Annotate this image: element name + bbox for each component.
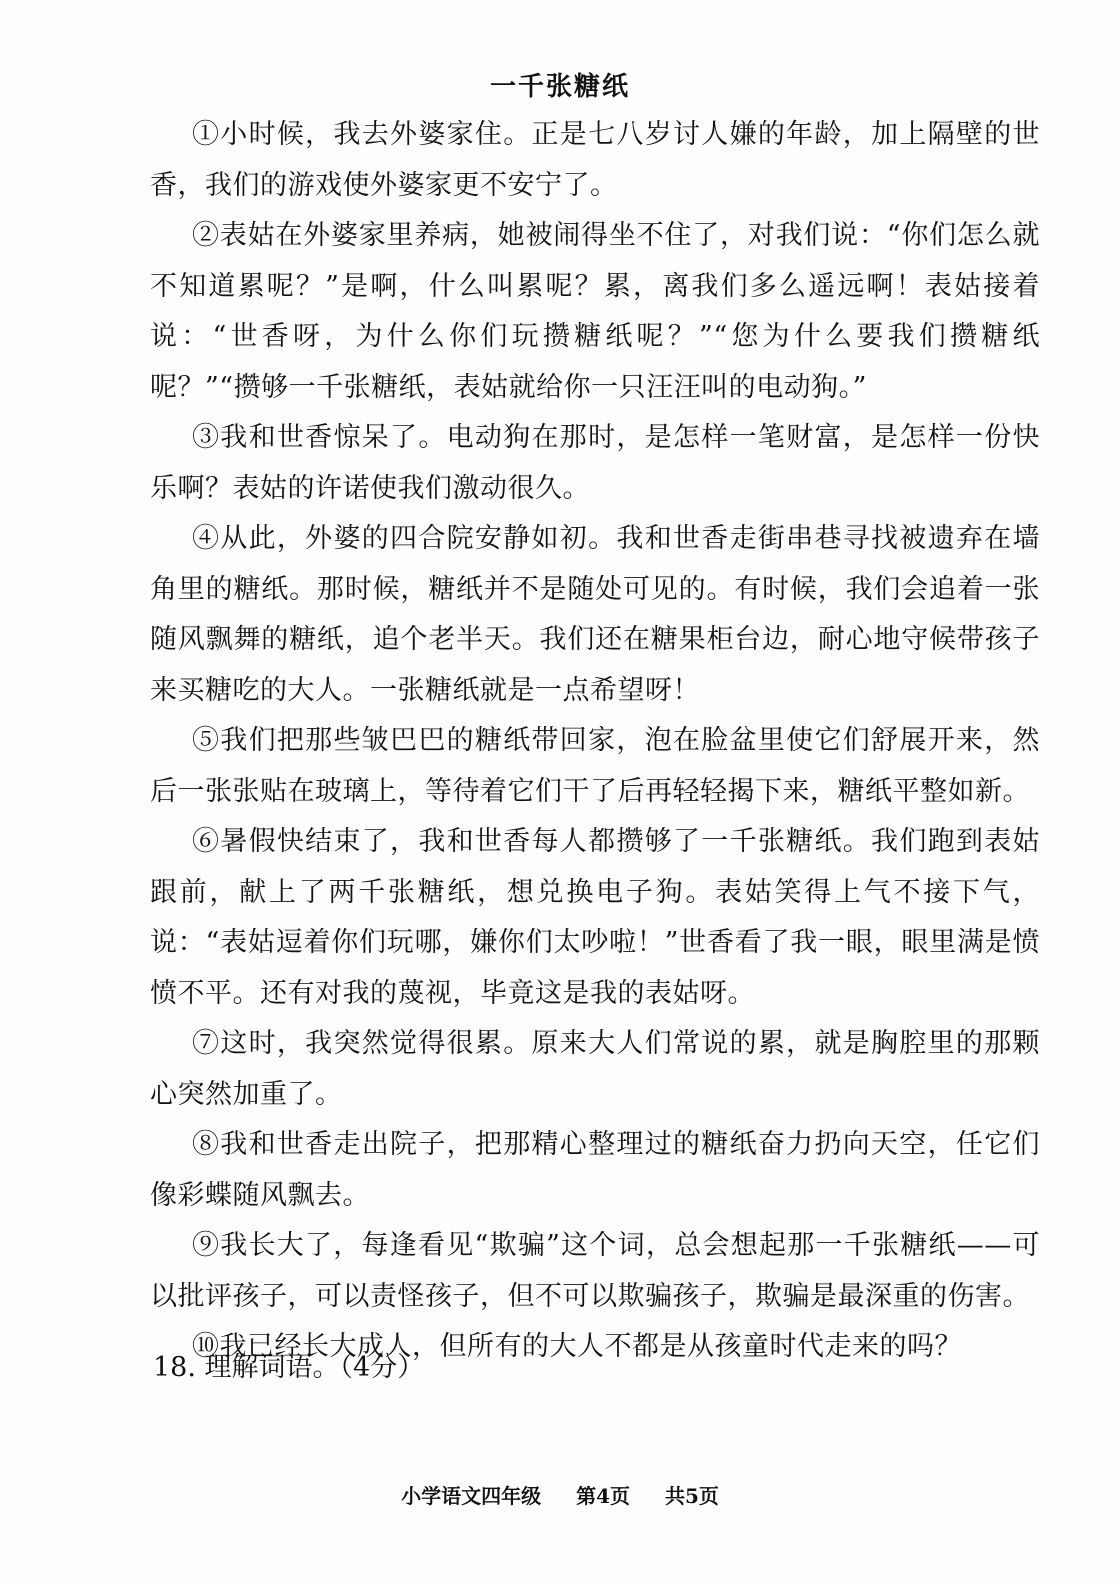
footer-total-pages: 共5页	[664, 1484, 719, 1508]
page-footer	[0, 1480, 1120, 1509]
paragraph-1: ①小时候，我去外婆家住。正是七八岁讨人嫌的年龄，加上隔壁的世香，我们的游戏使外婆家更不安宁了。	[150, 119, 1040, 201]
paragraph-7: ⑦这时，我突然觉得很累。原来大人们常说的累，就是胸腔里的那颗心突然加重了。	[150, 1028, 1040, 1110]
paragraph-4: ④从此，外婆的四合院安静如初。我和世香走街串巷寻找被遗弃在墙角里的糖纸。那时候，糖纸并不是随处可见的。有时候，我们会追着一张随风飘舞的糖纸，追个老半天。我们还在糖果柜台边，耐心地守候带孩子来买糖吃的大人。一张糖纸就是一点希望呀！	[150, 523, 1040, 706]
paragraph-2: ②表姑在外婆家里养病，她被闹得坐不住了，对我们说：“你们怎么就不知道累呢？”是啊，什么叫累呢？累，离我们多么遥远啊！表姑接着说：“世香呀，为什么你们玩攒糖纸呢？”“您为什么要我们攒糖纸呢？”“攒够一千张糖纸，表姑就给你一只汪汪叫的电动狗。”	[150, 220, 1040, 403]
article-body	[150, 110, 1040, 1373]
paragraph-6: ⑥暑假快结束了，我和世香每人都攒够了一千张糖纸。我们跑到表姑跟前，献上了两千张糖纸，想兑换电子狗。表姑笑得上气不接下气，说：“表姑逗着你们玩哪，嫌你们太吵啦！”世香看了我一眼，眼里满是愤愤不平。还有对我的蔑视，毕竟这是我的表姑呀。	[150, 826, 1040, 1009]
footer-page-number: 第4页	[576, 1484, 630, 1508]
paragraph-8: ⑧我和世香走出院子，把那精心整理过的糖纸奋力扔向天空，任它们像彩蝶随风飘去。	[150, 1129, 1040, 1211]
question-18: 18. 理解词语。（4分）	[153, 1352, 425, 1383]
paragraph-9: ⑨我长大了，每逢看见“欺骗”这个词，总会想起那一千张糖纸——可以批评孩子，可以责怪孩子，但不可以欺骗孩子，欺骗是最深重的伤害。	[150, 1230, 1040, 1312]
footer-subject: 小学语文四年级	[401, 1484, 542, 1508]
paragraph-3: ③我和世香惊呆了。电动狗在那时，是怎样一笔财富，是怎样一份快乐啊？表姑的许诺使我们激动很久。	[150, 422, 1040, 504]
paragraph-10: ⑩我已经长大成人，但所有的大人不都是从孩童时代走来的吗？	[192, 1331, 962, 1362]
paragraph-5: ⑤我们把那些皱巴巴的糖纸带回家，泡在脸盆里使它们舒展开来，然后一张张贴在玻璃上，等待着它们干了后再轻轻揭下来，糖纸平整如新。	[150, 725, 1040, 807]
article-title: 一千张糖纸	[489, 72, 630, 102]
